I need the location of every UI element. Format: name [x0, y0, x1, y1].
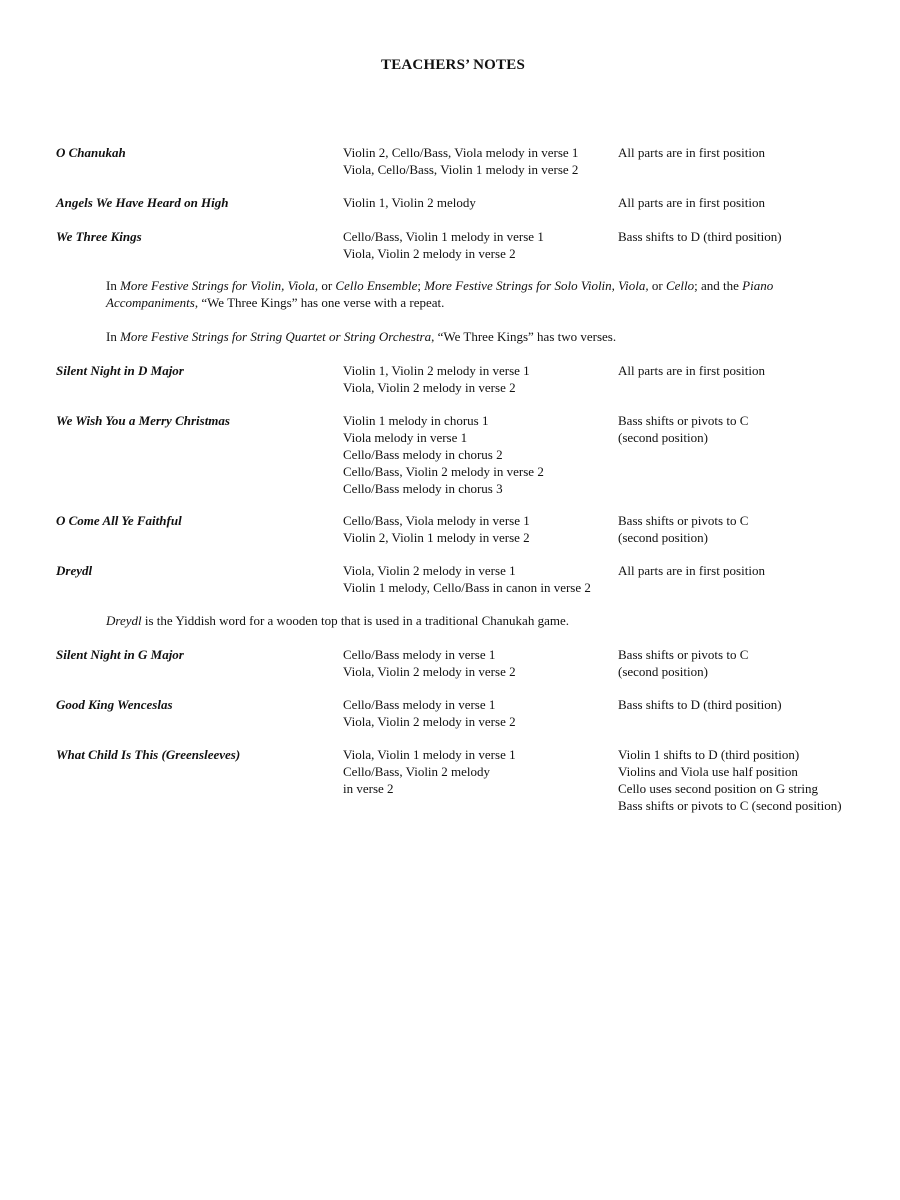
note-text: , “We Three Kings” has one verse with a repeat. [194, 295, 445, 310]
book-title: Piano Accompaniments [106, 278, 774, 310]
note-text: , “We Three Kings” has two verses. [431, 329, 617, 344]
melody-column [343, 362, 613, 396]
melody-line: Cello/Bass, Violin 1 melody in verse 1 [343, 229, 544, 244]
melody-line: Viola, Violin 2 melody in verse 2 [343, 246, 516, 261]
note-text: ; [417, 278, 425, 293]
note-text: In [106, 329, 121, 344]
melody-line: Violin 1 melody in chorus 1 [343, 413, 489, 428]
melody-column [343, 512, 613, 546]
note-text: In [106, 278, 121, 293]
melody-line: Violin 1, Violin 2 melody [343, 195, 476, 210]
page-title: TEACHERS’ NOTES [380, 57, 525, 73]
melody-column [343, 144, 613, 178]
position-line: Bass shifts or pivots to C [618, 413, 749, 428]
song-title: O Come All Ye Faithful [56, 513, 182, 528]
position-notes [618, 562, 898, 579]
position-line: (second position) [618, 664, 708, 679]
melody-column [343, 746, 613, 797]
melody-line: Viola, Violin 2 melody in verse 2 [343, 714, 516, 729]
note-three-kings-editions [106, 277, 846, 311]
song-title: O Chanukah [56, 145, 126, 160]
melody-line: Viola, Cello/Bass, Violin 1 melody in verse 2 [343, 162, 579, 177]
position-line: Cello uses second position on G string [618, 781, 819, 796]
melody-column [343, 194, 613, 211]
note-text: is the Yiddish word for a wooden top that is used in a traditional Chanukah game. [141, 613, 569, 628]
book-title: More Festive Strings for Solo Violin, Viola, [424, 278, 649, 293]
melody-line: Cello/Bass melody in chorus 3 [343, 481, 503, 496]
melody-line: Cello/Bass melody in chorus 2 [343, 447, 503, 462]
song-title: We Wish You a Merry Christmas [56, 413, 230, 428]
note-dreydl [106, 612, 846, 629]
position-notes [618, 646, 898, 680]
melody-line: Cello/Bass, Viola melody in verse 1 [343, 513, 530, 528]
position-notes [618, 228, 898, 245]
position-line: (second position) [618, 530, 708, 545]
melody-line: Viola, Violin 1 melody in verse 1 [343, 747, 516, 762]
book-title: Cello [665, 278, 695, 293]
song-title: What Child Is This (Greensleeves) [56, 747, 241, 762]
melody-line: Viola melody in verse 1 [343, 430, 468, 445]
position-notes [618, 696, 898, 713]
book-title: More Festive Strings for Violin, Viola, [120, 278, 319, 293]
melody-line: Cello/Bass, Violin 2 melody [343, 764, 491, 779]
melody-line: Violin 1 melody, Cello/Bass in canon in verse 2 [343, 580, 591, 595]
position-notes [618, 412, 898, 446]
melody-line: Viola, Violin 2 melody in verse 2 [343, 380, 516, 395]
melody-line: Cello/Bass, Violin 2 melody in verse 2 [343, 464, 544, 479]
melody-line: Violin 2, Violin 1 melody in verse 2 [343, 530, 530, 545]
position-line: All parts are in first position [618, 145, 765, 160]
note-text: or [318, 278, 336, 293]
position-line: Violins and Viola use half position [618, 764, 798, 779]
book-title: More Festive Strings for String Quartet or String Orchestra [120, 329, 432, 344]
melody-column [343, 646, 613, 680]
melody-line: in verse 2 [343, 781, 394, 796]
song-title: Silent Night in D Major [56, 363, 184, 378]
melody-line: Violin 2, Cello/Bass, Viola melody in verse 1 [343, 145, 579, 160]
position-line: Bass shifts to D (third position) [618, 697, 782, 712]
position-line: Bass shifts to D (third position) [618, 229, 782, 244]
song-title: Angels We Have Heard on High [56, 195, 229, 210]
position-line: All parts are in first position [618, 195, 765, 210]
song-title: Silent Night in G Major [56, 647, 184, 662]
note-three-kings-quartet [106, 328, 846, 345]
position-notes [618, 512, 898, 546]
position-notes [618, 144, 898, 161]
song-title: Good King Wenceslas [56, 697, 173, 712]
melody-column [343, 696, 613, 730]
melody-line: Cello/Bass melody in verse 1 [343, 697, 496, 712]
note-term: Dreydl [106, 613, 142, 628]
melody-column [343, 412, 613, 497]
melody-line: Viola, Violin 2 melody in verse 1 [343, 563, 516, 578]
position-line: (second position) [618, 430, 708, 445]
position-line: Bass shifts or pivots to C [618, 513, 749, 528]
song-title: We Three Kings [56, 229, 142, 244]
position-notes [618, 362, 898, 379]
melody-line: Violin 1, Violin 2 melody in verse 1 [343, 363, 530, 378]
melody-column [343, 228, 613, 262]
position-line: Bass shifts or pivots to C (second position) [618, 798, 842, 813]
position-notes [618, 194, 898, 211]
note-text: ; and the [694, 278, 743, 293]
melody-column [343, 562, 613, 596]
melody-line: Viola, Violin 2 melody in verse 2 [343, 664, 516, 679]
position-line: All parts are in first position [618, 563, 765, 578]
position-line: Violin 1 shifts to D (third position) [618, 747, 800, 762]
position-notes [618, 746, 898, 814]
position-line: All parts are in first position [618, 363, 765, 378]
position-line: Bass shifts or pivots to C [618, 647, 749, 662]
book-title: Cello Ensemble [335, 278, 418, 293]
song-title: Dreydl [56, 563, 93, 578]
melody-line: Cello/Bass melody in verse 1 [343, 647, 496, 662]
note-text: or [648, 278, 666, 293]
